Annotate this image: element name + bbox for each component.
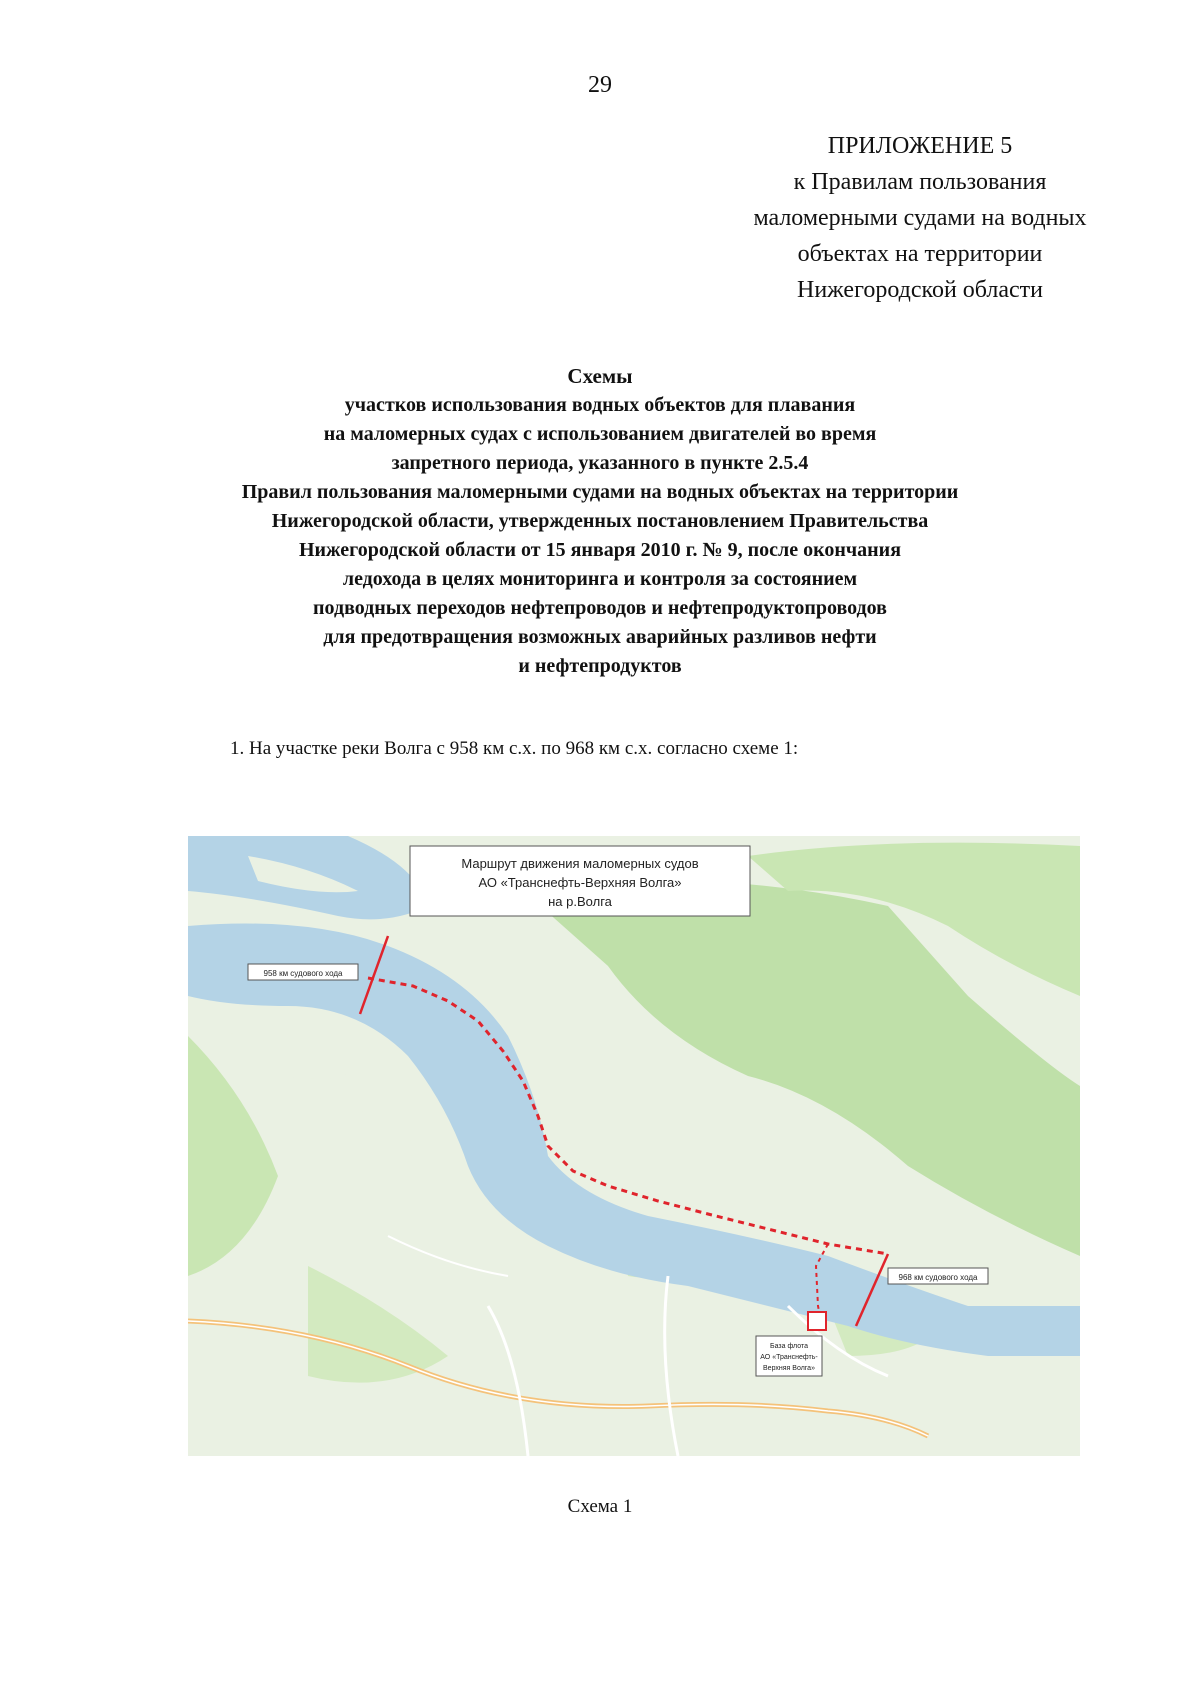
heading-line: участков использования водных объектов для плавания — [344, 394, 856, 416]
section-paragraph: 1. На участке реки Волга с 958 км с.х. по 968 км с.х. согласно схеме 1: — [230, 738, 799, 759]
heading-line: подводных переходов нефтепроводов и нефтепродуктопроводов — [313, 597, 887, 619]
label-end-group — [888, 1268, 988, 1284]
document-heading — [60, 362, 1140, 681]
heading-line: Схемы — [567, 364, 633, 388]
heading-line: для предотвращения возможных аварийных разливов нефти — [323, 626, 877, 648]
map-title-line: Маршрут движения маломерных судов — [461, 856, 699, 871]
appendix-line: объектах на территории — [797, 241, 1043, 267]
appendix-block — [680, 128, 1160, 308]
label-base-line: Верхняя Волга» — [763, 1365, 815, 1372]
map-title-box — [410, 846, 750, 916]
label-end: 968 км судового хода — [898, 1273, 978, 1282]
label-start: 958 км судового хода — [263, 969, 343, 978]
appendix-line: маломерными судами на водных — [753, 205, 1087, 231]
appendix-line: ПРИЛОЖЕНИЕ 5 — [827, 133, 1013, 159]
appendix-line: Нижегородской области — [796, 277, 1044, 303]
map-title-line: на р.Волга — [548, 894, 612, 909]
heading-line: на маломерных судах с использованием двигателей во время — [323, 423, 877, 445]
label-base-group — [756, 1336, 822, 1376]
heading-line: Правил пользования маломерными судами на водных объектах на территории — [241, 481, 959, 503]
heading-line: ледохода в целях мониторинга и контроля за состоянием — [342, 568, 858, 590]
heading-line: и нефтепродуктов — [518, 655, 682, 677]
page-number: 29 — [588, 72, 612, 98]
map-title-line: АО «Транснефть-Верхняя Волга» — [478, 875, 682, 890]
label-base-line: База флота — [770, 1343, 808, 1350]
appendix-line: к Правилам пользования — [793, 169, 1047, 195]
route-map — [188, 836, 1080, 1456]
heading-line: Нижегородской области от 15 января 2010 г. № 9, после окончания — [298, 539, 902, 561]
heading-line: запретного периода, указанного в пункте 2.5.4 — [391, 452, 809, 474]
heading-line: Нижегородской области, утвержденных постановлением Правительства — [271, 510, 929, 532]
figure-caption: Схема 1 — [567, 1496, 633, 1517]
label-start-group — [248, 964, 358, 980]
base-marker — [808, 1312, 826, 1330]
label-base-line: АО «Транснефть- — [760, 1354, 818, 1361]
